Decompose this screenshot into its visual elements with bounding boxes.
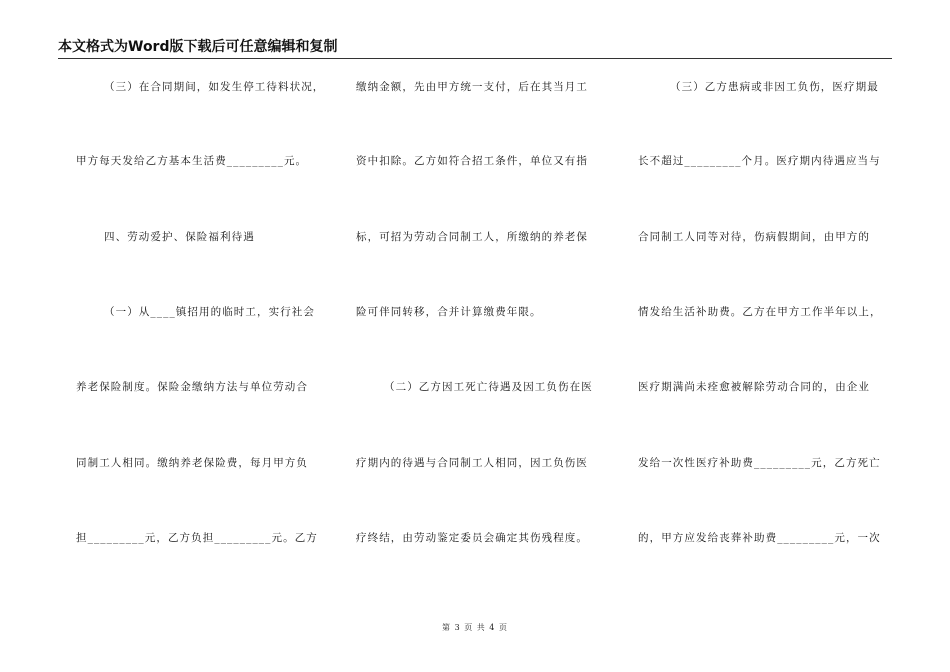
text-line: 长不超过_________个月。医疗期内待遇应当与 — [638, 155, 881, 167]
text-line: （一）从____镇招用的临时工，实行社会 — [104, 306, 315, 318]
text-line: （二）乙方因工死亡待遇及因工负伤在医 — [384, 381, 593, 393]
text-line: 情发给生活补助费。乙方在甲方工作半年以上， — [638, 306, 882, 318]
text-line: 发给一次性医疗补助费_________元，乙方死亡 — [638, 457, 881, 469]
text-line: 甲方每天发给乙方基本生活费_________元。 — [76, 155, 308, 167]
text-line: 疗终结，由劳动鉴定委员会确定其伤残程度。 — [356, 532, 588, 544]
text-line: （三）在合同期间，如发生停工待料状况， — [104, 81, 325, 93]
text-line: 医疗期满尚未痊愈被解除劳动合同的，由企业 — [638, 381, 870, 393]
text-column-2 — [356, 0, 602, 600]
text-line: 资中扣除。乙方如符合招工条件，单位又有指 — [356, 155, 588, 167]
text-line: 同制工人相同。缴纳养老保险费，每月甲方负 — [76, 457, 308, 469]
text-line: 合同制工人同等对待，伤病假期间，由甲方的 — [638, 231, 870, 243]
text-column-3 — [638, 0, 890, 600]
text-line: 缴纳金额，先由甲方统一支付，后在其当月工 — [356, 81, 588, 93]
header-title: 本文格式为Word版下载后可任意编辑和复制 — [58, 39, 338, 55]
text-line: 养老保险制度。保险金缴纳方法与单位劳动合 — [76, 381, 308, 393]
page-number: 第 3 页 共 4 页 — [442, 623, 508, 632]
text-line: 疗期内的待遇与合同制工人相同，因工负伤医 — [356, 457, 588, 469]
text-line: （三）乙方患病或非因工负伤，医疗期最 — [670, 81, 879, 93]
text-line: 的，甲方应发给丧葬补助费_________元，一次 — [638, 532, 881, 544]
text-line: 担_________元，乙方负担_________元。乙方 — [76, 532, 318, 544]
section-heading: 四、劳动爱护、保险福利待遇 — [104, 231, 255, 243]
text-column-1 — [76, 0, 325, 600]
text-line: 险可伴同转移，合并计算缴费年限。 — [356, 306, 542, 318]
text-line: 标，可招为劳动合同制工人，所缴纳的养老保 — [356, 231, 588, 243]
